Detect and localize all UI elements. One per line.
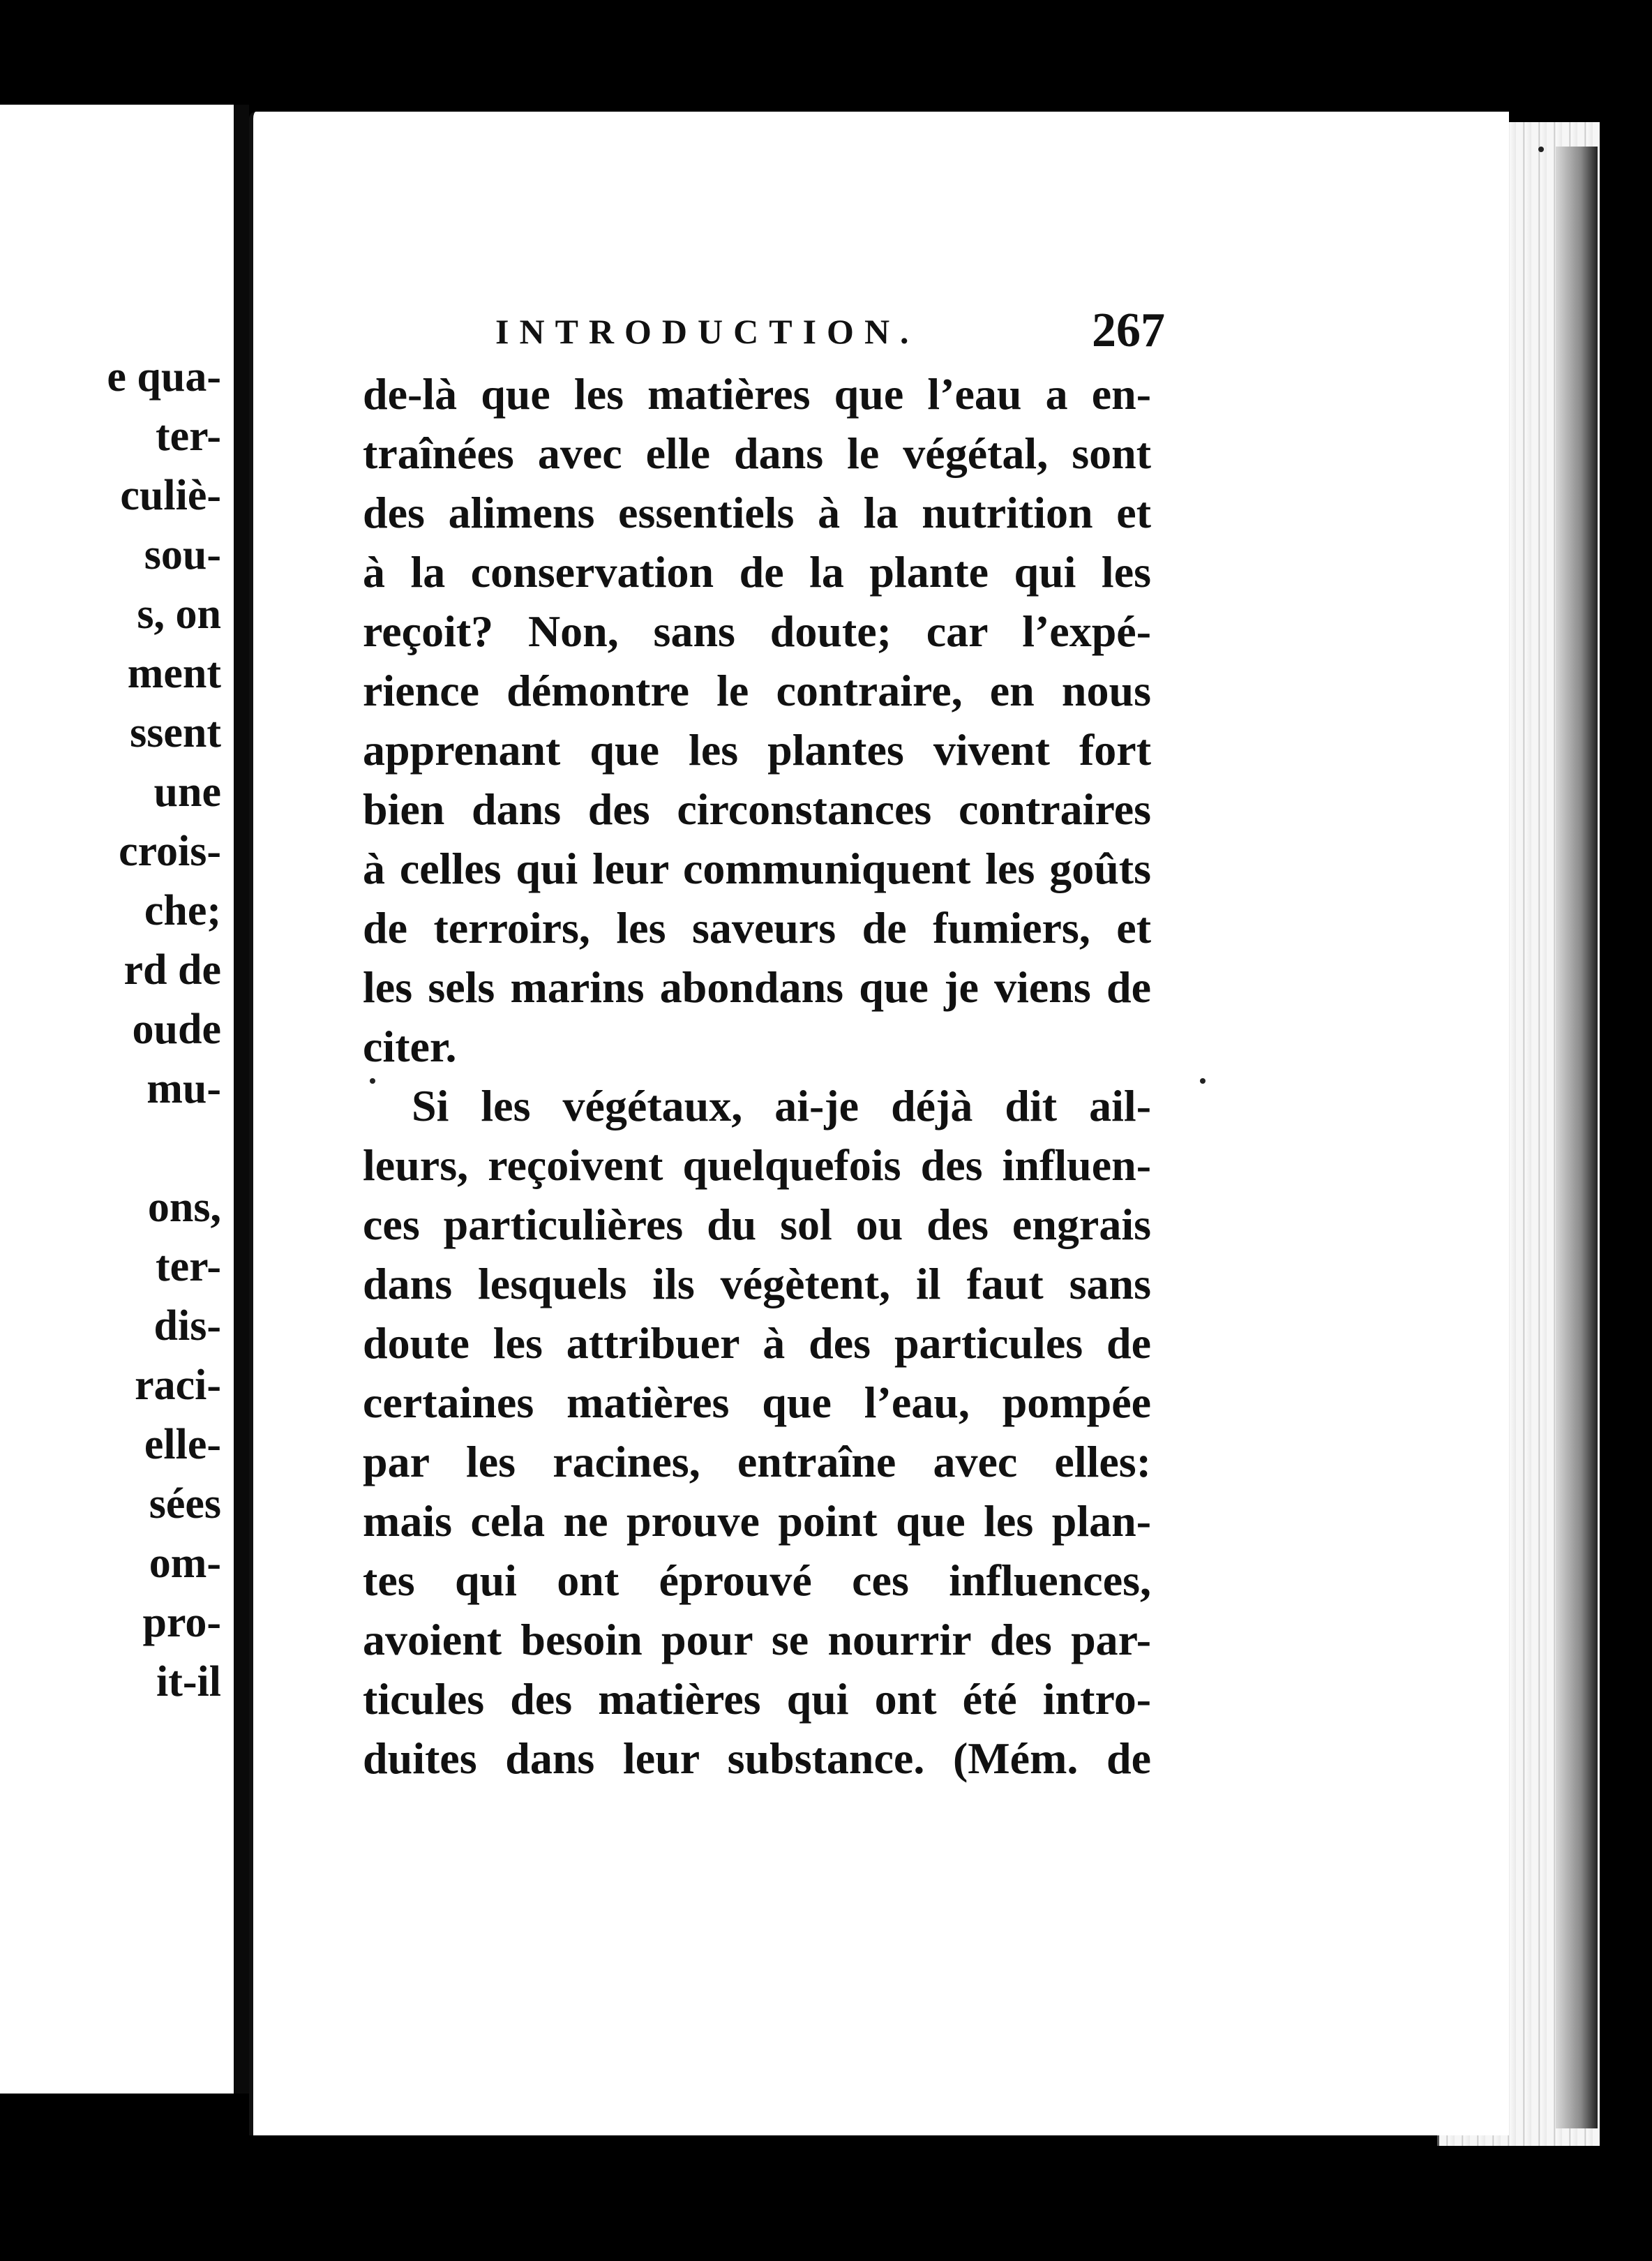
text-line: rience démontre le contraire, en nous [363,666,1151,715]
text-line: les sels marins abondans que je viens de [363,962,1151,1012]
left-fragment: rd de [123,946,221,994]
left-fragment: ssent [130,709,221,756]
left-fragment: dis- [153,1302,221,1350]
left-fragment: it-il [156,1658,221,1706]
left-fragment: ons, [147,1184,221,1231]
left-fragment: om- [149,1539,221,1587]
text-line: Si les végétaux, ai-je déjà dit ail- [412,1081,1151,1130]
left-page [0,105,236,2094]
text-line: doute les attribuer à des particules de [363,1318,1151,1368]
left-fragment: ter- [155,412,221,460]
left-fragment: ment [127,650,221,697]
left-fragment: une [153,768,221,816]
left-fragment: mu- [147,1065,221,1112]
left-fragment: s, on [137,590,221,638]
book-gutter [234,105,249,2094]
text-line: bien dans des circonstances contraires [363,784,1151,834]
page-edge-shadow [1556,147,1598,2128]
text-line: à celles qui leur communiquent les goûts [363,844,1151,893]
text-line: reçoit? Non, sans doute; car l’expé- [363,606,1151,656]
text-line: leurs, reçoivent quelquefois des influen- [363,1140,1151,1190]
text-line: de terroirs, les saveurs de fumiers, et [363,903,1151,953]
text-line: duites dans leur substance. (Mém. de [363,1733,1151,1783]
text-line: tes qui ont éprouvé ces influences, [363,1555,1151,1605]
text-line: citer. [363,1022,457,1071]
text-line: ticules des matières qui ont été intro- [363,1674,1151,1724]
text-line: avoient besoin pour se nourrir des par- [363,1615,1151,1664]
left-fragment: crois- [119,828,221,875]
running-head-title: INTRODUCTION. [495,312,919,351]
left-fragment: e qua- [107,353,221,401]
left-fragment: sou- [144,531,221,579]
text-line: mais cela ne prouve point que les plan- [363,1496,1151,1546]
left-fragment: oude [132,1006,221,1053]
text-line: à la conservation de la plante qui les [363,547,1151,597]
text-line: de-là que les matières que l’eau a en- [363,369,1151,419]
text-line: des alimens essentiels à la nutrition et [363,488,1151,537]
page-number: 267 [1092,304,1165,357]
text-line: apprenant que les plantes vivent fort [363,725,1151,775]
running-head [495,306,1165,361]
left-fragment: raci- [135,1361,221,1409]
left-fragment: sées [149,1480,221,1528]
text-line: dans lesquels ils végètent, il faut sans [363,1259,1151,1308]
left-fragment: ter- [155,1243,221,1290]
text-line: certaines matières que l’eau, pompée [363,1378,1151,1427]
text-line: traînées avec elle dans le végétal, sont [363,428,1151,478]
left-fragment: culiè- [120,472,221,519]
left-fragment: che; [144,887,221,934]
left-fragment: elle- [144,1421,221,1468]
left-fragment: pro- [142,1599,221,1646]
ink-speck [370,1078,375,1084]
ink-speck [1538,147,1544,152]
ink-speck [1200,1078,1206,1084]
text-line: ces particulières du sol ou des engrais [363,1200,1151,1249]
text-line: par les racines, entraîne avec elles: [363,1437,1151,1486]
